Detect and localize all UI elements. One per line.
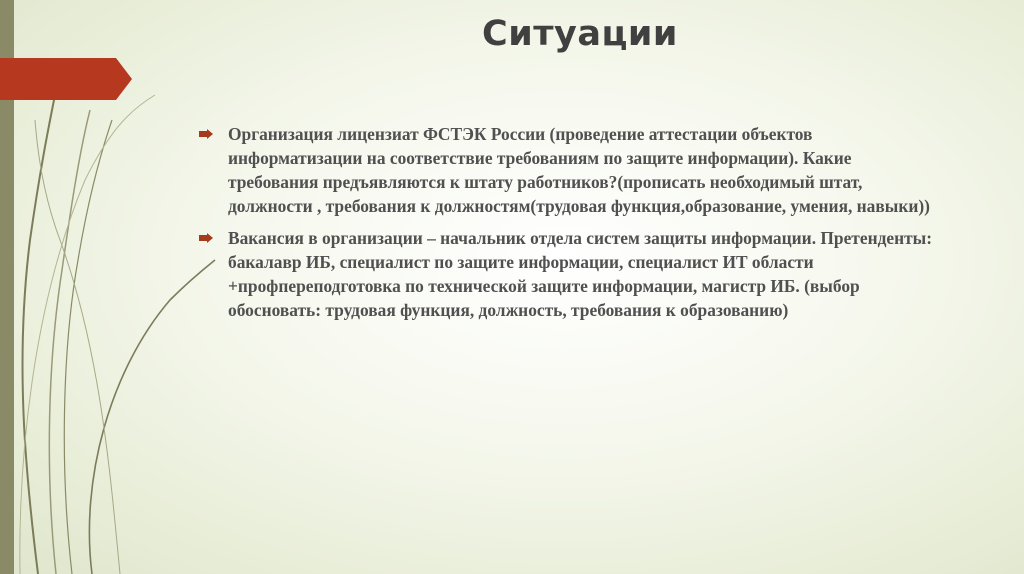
bullet-list <box>198 122 938 330</box>
accent-arrow-shape <box>0 58 132 100</box>
bullet-text: Организация лицензиат ФСТЭК России (проведение аттестации объектов информатизации на соответствие требованиям по защите информации). Какие требования предъявляются к штату работников?(прописать необходимый штат, должности , требования к должностям(трудовая функция,образование, умения, навыки)) <box>228 124 930 216</box>
slide-title: Ситуации <box>482 14 678 54</box>
arrow-right-icon <box>199 129 213 139</box>
bullet-text: Вакансия в организации – начальник отдела систем защиты информации. Претенденты: бакалавр ИБ, специалист по защите информации, специалист ИТ области +профпереподготовка по технической защите информации, магистр ИБ. (выбор обосновать: трудовая функция, должность, требования к образованию) <box>228 228 933 320</box>
arrow-right-icon <box>199 233 213 243</box>
bullet-item <box>198 226 938 322</box>
bullet-item <box>198 122 938 218</box>
